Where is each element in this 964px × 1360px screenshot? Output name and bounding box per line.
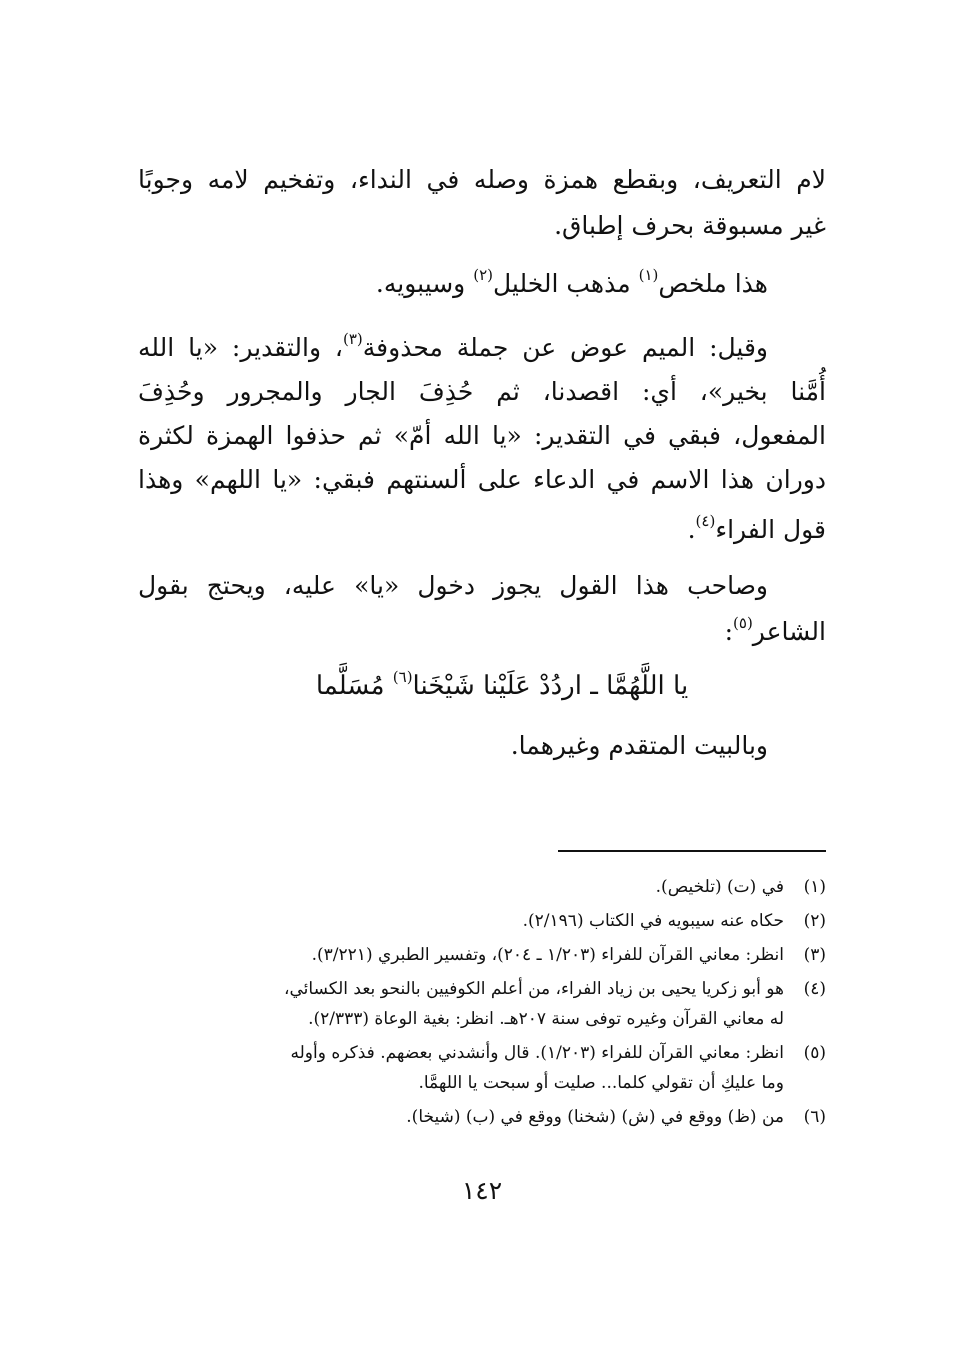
- body-text: وقيل: الميم عوض عن جملة محذوفة: [362, 333, 768, 362]
- body-text: وسيبويه.: [375, 269, 474, 298]
- body-text: غير مسبوقة بحرف إطباق.: [554, 211, 826, 240]
- footnote-1: [138, 872, 826, 902]
- body-text: وصاحب هذا القول يجوز دخول «يا» عليه، ويحتج بقول: [138, 571, 768, 600]
- body-line: [138, 724, 768, 768]
- footnote-text: [138, 940, 784, 970]
- footnote-number: (١): [803, 877, 826, 897]
- body-line: [138, 370, 826, 414]
- footnotes: [138, 872, 826, 1132]
- footnote-ref[interactable]: (٢): [473, 266, 493, 284]
- body-line: [138, 204, 826, 248]
- footnote-number: (٥): [803, 1043, 826, 1063]
- footnote-text: [138, 1102, 784, 1132]
- footnote-3: [138, 940, 826, 970]
- page-number: ١٤٢: [461, 1176, 503, 1205]
- footnote-6: [138, 1102, 826, 1132]
- body-text: وبالبيت المتقدم وغيرهما.: [510, 731, 768, 760]
- verse-text: يا اللَّهُمَّا ـ اردُدْ عَلَيْنا شَيْخَنا: [412, 671, 689, 701]
- footnote-ref[interactable]: (٥): [733, 614, 753, 632]
- body-line: [138, 414, 826, 458]
- footnote-5: [138, 1038, 826, 1098]
- body-text: دوران هذا الاسم في الدعاء على ألسنتهم فبقي: «يا اللهم» وهذا: [138, 465, 826, 494]
- footnote-line: من (ظ) ووقع في (ش) (شخنا) ووقع في (ب) (شيخا).: [406, 1107, 784, 1127]
- footnote-separator: [558, 850, 826, 852]
- footnote-number: (٦): [803, 1107, 826, 1127]
- body-text: مذهب الخليل: [492, 269, 639, 298]
- footnote-line: له معاني القرآن وغيره توفى سنة ٢٠٧هـ. انظر: بغية الوعاة (٢/٣٣٣).: [308, 1009, 784, 1029]
- body-text: قول الفراء: [715, 515, 826, 544]
- body-line: [138, 262, 768, 306]
- body-line: [138, 610, 826, 654]
- body-line: [138, 508, 826, 552]
- body-text: هذا ملخص: [658, 269, 768, 298]
- body-text: المفعول، فبقي في التقدير: «يا الله أمّ» ثم حذفوا الهمزة لكثرة: [138, 421, 826, 450]
- footnote-line: في (ت) (تلخيص).: [655, 877, 784, 897]
- body-text: :: [724, 617, 734, 646]
- footnote-line: انظر: معاني القرآن للفراء (١/٢٠٣). قال وأنشدني بعضهم. فذكره وأوله: [290, 1043, 784, 1063]
- footnote-text: [138, 906, 784, 936]
- verse-text: مُسَلَّما: [315, 671, 393, 701]
- body-line: [138, 158, 826, 202]
- footnote-text: [138, 1038, 784, 1098]
- body-text: لام التعريف، وبقطع همزة وصله في النداء، وتفخيم لامه وجوبًا: [138, 165, 826, 194]
- footnote-text: [138, 872, 784, 902]
- footnote-number: (٣): [803, 945, 826, 965]
- body-line: [138, 564, 768, 608]
- body-text: ، والتقدير: «يا الله: [138, 333, 343, 362]
- footnote-line: حكاه عنه سيبويه في الكتاب (٢/١٩٦).: [522, 911, 784, 931]
- footnote-ref[interactable]: (٣): [342, 330, 363, 348]
- body-text: أُمَّنا بخير»، أي: اقصدنا، ثم حُذِفَ الجار والمجرور وحُذِفَ: [138, 377, 826, 406]
- footnote-number: (٤): [803, 979, 826, 999]
- footnote-2: [138, 906, 826, 936]
- footnote-number: (٢): [803, 911, 826, 931]
- body-text: .: [687, 515, 696, 544]
- body-text: الشاعر: [752, 617, 826, 646]
- footnote-ref[interactable]: (٤): [695, 512, 716, 530]
- footnote-text: [138, 974, 784, 1034]
- body-line: [138, 458, 826, 502]
- body-line: [138, 326, 768, 370]
- footnote-line: هو أبو زكريا يحيى بن زياد الفراء، من أعلم الكوفيين بالنحو بعد الكسائي،: [284, 979, 784, 999]
- footnote-4: [138, 974, 826, 1034]
- footnote-ref[interactable]: (١): [638, 266, 659, 284]
- footnote-line: انظر: معاني القرآن للفراء (١/٢٠٣ ـ ٢٠٤)، وتفسير الطبري (٣/٢٢١).: [311, 945, 784, 965]
- footnote-line: وما عليكِ أن تقولي كلما... صليت أو سبحت يا اللهمَّا.: [418, 1073, 784, 1093]
- poetry-verse: [138, 664, 826, 708]
- footnote-ref[interactable]: (٦): [392, 668, 413, 686]
